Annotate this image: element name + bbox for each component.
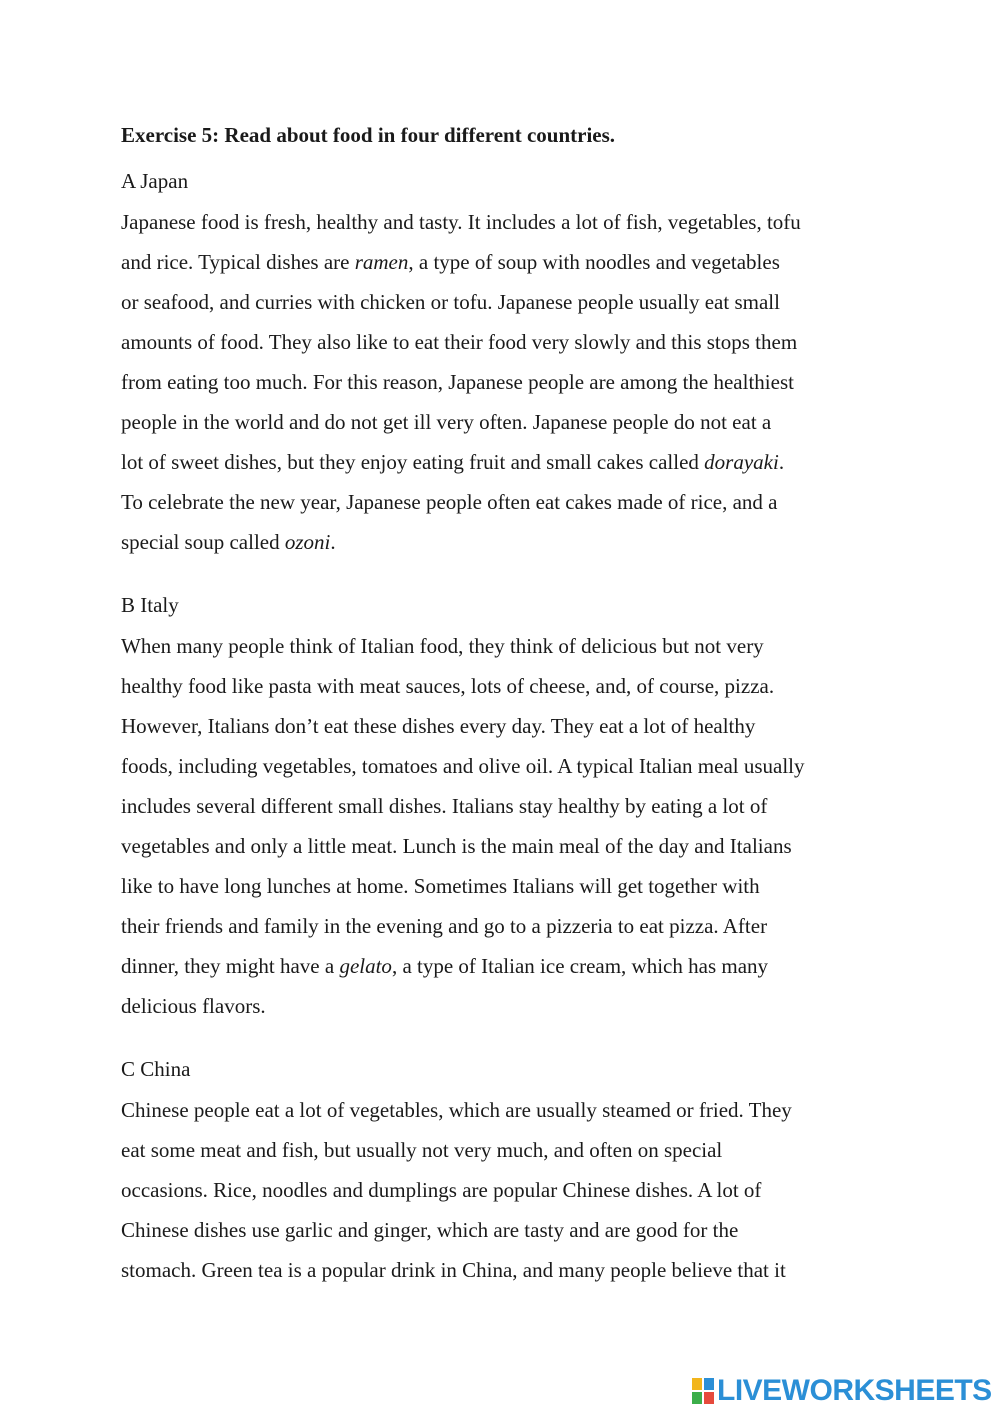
text-line: [121, 442, 901, 482]
text-segment: To celebrate the new year, Japanese people often eat cakes made of rice, and a: [121, 490, 778, 514]
text-line: [121, 666, 901, 706]
italic-term: ozoni: [284, 530, 331, 554]
text-segment: foods, including vegetables, tomatoes and olive oil. A typical Italian meal usually: [121, 754, 805, 778]
text-segment: amounts of food. They also like to eat their food very slowly and this stops them: [121, 330, 798, 354]
section-heading: A Japan: [121, 169, 189, 193]
text-line: [121, 1250, 901, 1290]
text-line: [121, 826, 901, 866]
text-line: [121, 986, 901, 1026]
text-segment: .: [330, 530, 336, 554]
exercise-title: Exercise 5: Read about food in four different countries.: [121, 123, 616, 147]
section-b-italy: [121, 588, 901, 1026]
text-line: [121, 202, 901, 242]
text-segment: people in the world and do not get ill very often. Japanese people do not eat a: [121, 410, 772, 434]
text-line: [121, 946, 901, 986]
text-segment: healthy food like pasta with meat sauces, lots of cheese, and, of course, pizza.: [121, 674, 775, 698]
reading-sections: [121, 164, 901, 1290]
text-segment: Japanese food is fresh, healthy and tasty. It includes a lot of fish, vegetables, tofu: [121, 210, 801, 234]
text-line: [121, 242, 901, 282]
text-line: [121, 626, 901, 666]
italic-term: dorayaki: [704, 450, 779, 474]
section-paragraph: [121, 1090, 901, 1290]
text-line: [121, 1130, 901, 1170]
text-segment: Chinese people eat a lot of vegetables, which are usually steamed or fried. They: [121, 1098, 792, 1122]
text-line: [121, 1210, 901, 1250]
text-segment: includes several different small dishes. Italians stay healthy by eating a lot of: [121, 794, 768, 818]
text-segment: .: [778, 450, 785, 474]
text-segment: , a type of Italian ice cream, which has many: [391, 954, 769, 978]
text-segment: vegetables and only a little meat. Lunch is the main meal of the day and Italians: [121, 834, 792, 858]
italic-term: gelato: [339, 954, 392, 978]
text-line: [121, 1090, 901, 1130]
text-segment: lot of sweet dishes, but they enjoy eating fruit and small cakes called: [121, 450, 705, 474]
text-segment: special soup called: [121, 530, 285, 554]
text-segment: and rice. Typical dishes are: [121, 250, 355, 274]
text-segment: dinner, they might have a: [121, 954, 340, 978]
section-heading: C China: [121, 1057, 191, 1081]
liveworksheets-logo-icon: [692, 1378, 714, 1404]
brand-wordmark: LIVEWORKSHEETS: [717, 1374, 992, 1407]
text-line: [121, 522, 901, 562]
text-line: [121, 746, 901, 786]
text-segment: or seafood, and curries with chicken or tofu. Japanese people usually eat small: [121, 290, 780, 314]
text-line: [121, 402, 901, 442]
text-line: [121, 322, 901, 362]
text-segment: like to have long lunches at home. Sometimes Italians will get together with: [121, 874, 760, 898]
section-paragraph: [121, 626, 901, 1026]
text-segment: from eating too much. For this reason, Japanese people are among the healthiest: [121, 370, 794, 394]
text-line: [121, 866, 901, 906]
text-line: [121, 282, 901, 322]
worksheet-page: [121, 118, 901, 1316]
text-line: [121, 1170, 901, 1210]
text-segment: delicious flavors.: [121, 994, 266, 1018]
text-segment: When many people think of Italian food, they think of delicious but not very: [121, 634, 764, 658]
section-paragraph: [121, 202, 901, 562]
text-segment: Chinese dishes use garlic and ginger, which are tasty and are good for the: [121, 1218, 739, 1242]
text-segment: However, Italians don’t eat these dishes every day. They eat a lot of healthy: [121, 714, 756, 738]
text-line: [121, 362, 901, 402]
text-line: [121, 482, 901, 522]
text-segment: , a type of soup with noodles and vegetables: [408, 250, 780, 274]
section-heading: B Italy: [121, 593, 179, 617]
italic-term: ramen: [354, 250, 409, 274]
text-line: [121, 906, 901, 946]
text-segment: their friends and family in the evening and go to a pizzeria to eat pizza. After: [121, 914, 768, 938]
text-segment: occasions. Rice, noodles and dumplings are popular Chinese dishes. A lot of: [121, 1178, 762, 1202]
text-line: [121, 706, 901, 746]
section-c-china: [121, 1052, 901, 1290]
text-line: [121, 786, 901, 826]
text-segment: stomach. Green tea is a popular drink in China, and many people believe that it: [121, 1258, 786, 1282]
text-segment: eat some meat and fish, but usually not very much, and often on special: [121, 1138, 723, 1162]
section-a-japan: [121, 164, 901, 562]
liveworksheets-brand: [692, 1374, 992, 1408]
